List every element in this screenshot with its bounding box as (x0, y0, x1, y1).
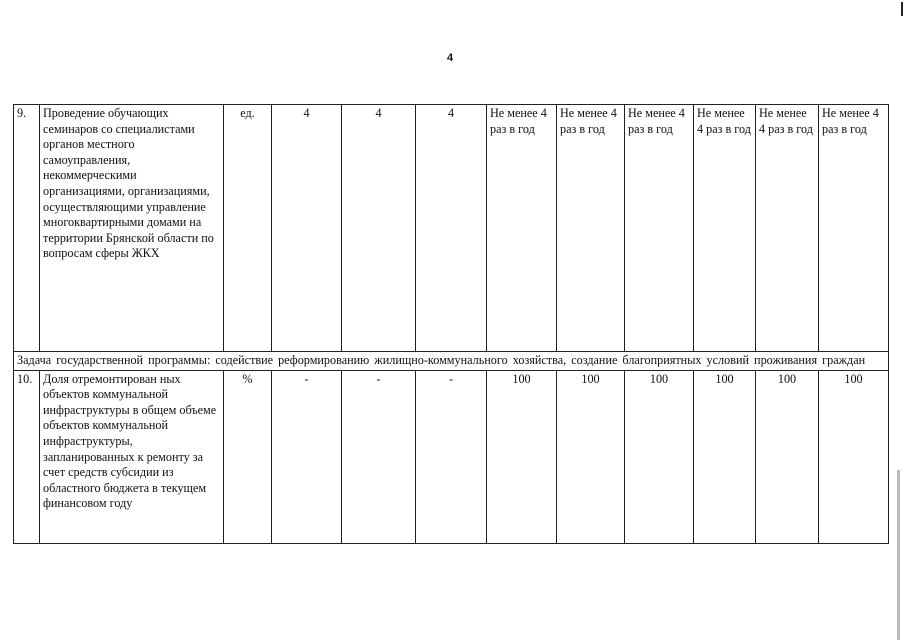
program-task-cell (14, 352, 889, 371)
value-cell: 100 (625, 370, 694, 543)
page-number: 4 (446, 52, 454, 64)
table-row (14, 105, 889, 352)
value-cell: 100 (557, 370, 625, 543)
indicator-name: Доля отремонтирован ных объектов коммунальной инфраструктуры в общем объеме объектов коммунальной инфраструктуры, запланированных к ремонту за счет средств субсидии из областного бюджета в текущем финансовом году (40, 370, 224, 543)
value-cell: Не менее 4 раз в год (487, 105, 557, 352)
indicator-name: Проведение обучающих семинаров со специалистами органов местного самоуправления, некоммерческими организациями, организациями, осуществляющими управление многоквартирными домами на территории Брянской области по вопросам сферы ЖКХ (40, 105, 224, 352)
value-cell: - (342, 370, 416, 543)
value-cell: - (416, 370, 487, 543)
program-task-text: Задача государственной программы: содействие реформированию жилищно-коммунального хозяйства, создание благоприятных условий проживания граждан (17, 353, 866, 367)
value-cell: Не менее 4 раз в год (819, 105, 889, 352)
value-cell: 100 (694, 370, 756, 543)
row-number: 10. (14, 370, 40, 543)
unit-cell: % (224, 370, 272, 543)
table-row (14, 370, 889, 543)
indicators-table (13, 104, 889, 544)
scan-edge-mark (901, 2, 903, 16)
value-cell: 100 (756, 370, 819, 543)
scan-edge-shadow (897, 470, 900, 640)
task-row (14, 352, 889, 371)
value-cell: 4 (272, 105, 342, 352)
value-cell: Не менее 4 раз в год (557, 105, 625, 352)
value-cell: Не менее 4 раз в год (694, 105, 756, 352)
value-cell: 4 (416, 105, 487, 352)
row-number: 9. (14, 105, 40, 352)
value-cell: Не менее 4 раз в год (756, 105, 819, 352)
unit-cell: ед. (224, 105, 272, 352)
value-cell: - (272, 370, 342, 543)
value-cell: 100 (487, 370, 557, 543)
value-cell: Не менее 4 раз в год (625, 105, 694, 352)
value-cell: 4 (342, 105, 416, 352)
value-cell: 100 (819, 370, 889, 543)
